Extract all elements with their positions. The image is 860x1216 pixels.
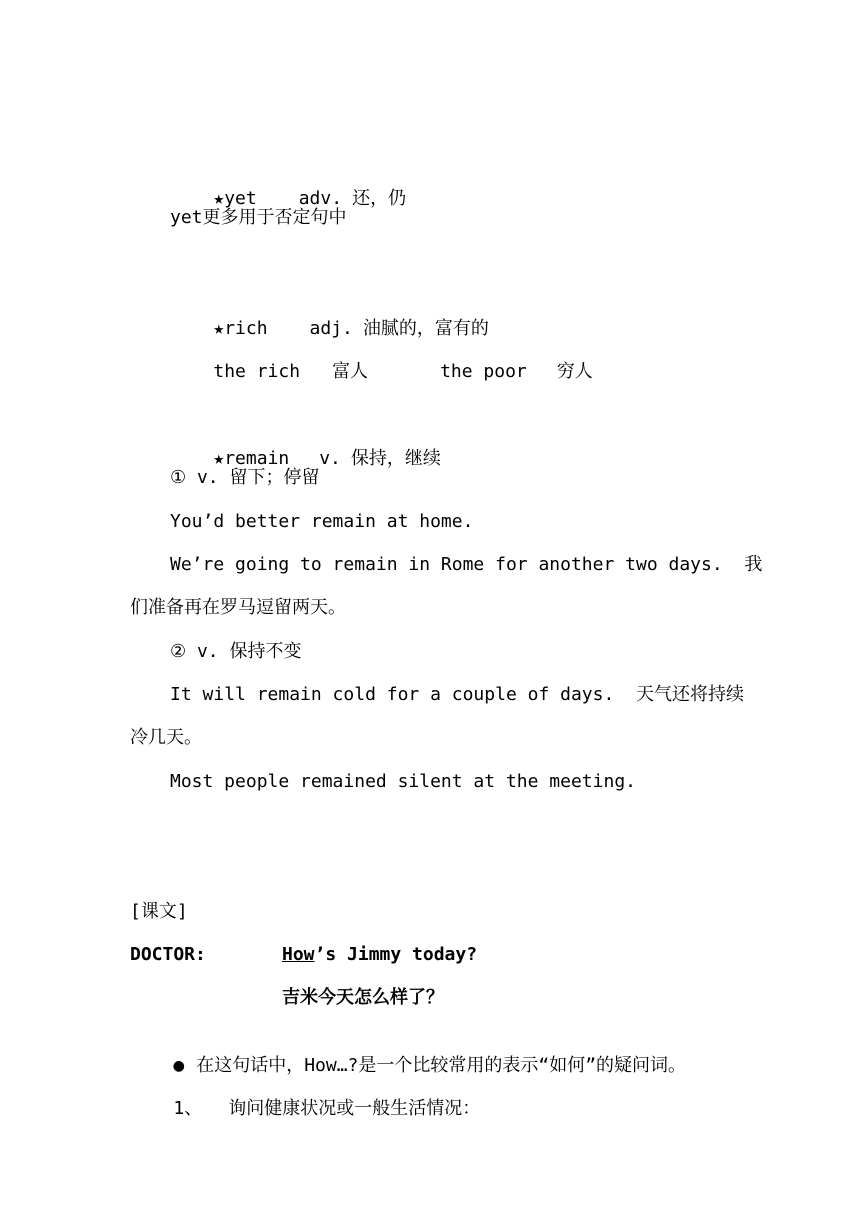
item-number: 1、 [173, 1098, 203, 1119]
example-sentence: Most people remained silent at the meeting. [170, 771, 636, 792]
vocab-meaning: 保持，继续 [350, 448, 441, 469]
vocab-word: ★remain [213, 448, 290, 469]
example-sentence: You’d better remain at home. [170, 511, 474, 532]
part-of-speech: adv. [298, 188, 343, 209]
bullet-text: 在这句话中，How…?是一个比较常用的表示“如何”的疑问词。 [196, 1055, 687, 1076]
example-sentence: We’re going to remain in Rome for another two days. 我 [170, 554, 763, 575]
example-sentence-continuation: 冷几天。 [130, 727, 202, 748]
vocab-meaning: 油腻的，富有的 [362, 318, 489, 339]
part-of-speech: adj. [309, 318, 353, 339]
sense-heading: ② v. 保持不变 [170, 641, 302, 662]
numbered-item [130, 1073, 480, 1145]
example-translation: 穷人 [556, 361, 593, 382]
vocab-word: ★yet [213, 188, 257, 209]
example-phrase: the poor [440, 361, 527, 382]
underlined-word: How [282, 944, 315, 965]
vocab-meaning: 还，仍 [352, 188, 407, 209]
dialogue-translation: 吉米今天怎么样了？ [282, 987, 444, 1008]
example-phrase: the rich [213, 361, 301, 382]
example-translation: 富人 [332, 361, 369, 382]
speaker-label: DOCTOR: [130, 944, 206, 965]
dialogue-rest: ’s Jimmy today? [314, 944, 478, 965]
section-heading: [课文] [130, 901, 188, 922]
item-text: 询问健康状况或一般生活情况： [228, 1098, 481, 1119]
example-line [170, 336, 593, 408]
usage-note: yet更多用于否定句中 [170, 207, 347, 228]
example-sentence: It will remain cold for a couple of days. 天气还将持续 [170, 684, 744, 705]
example-sentence-continuation: 们准备再在罗马逗留两天。 [130, 597, 346, 618]
vocab-word: ★rich [213, 318, 268, 339]
part-of-speech: v. [319, 448, 341, 469]
sense-heading: ① v. 留下；停留 [170, 467, 320, 488]
bullet-icon: ● [173, 1055, 185, 1076]
dialogue-line [282, 943, 477, 967]
